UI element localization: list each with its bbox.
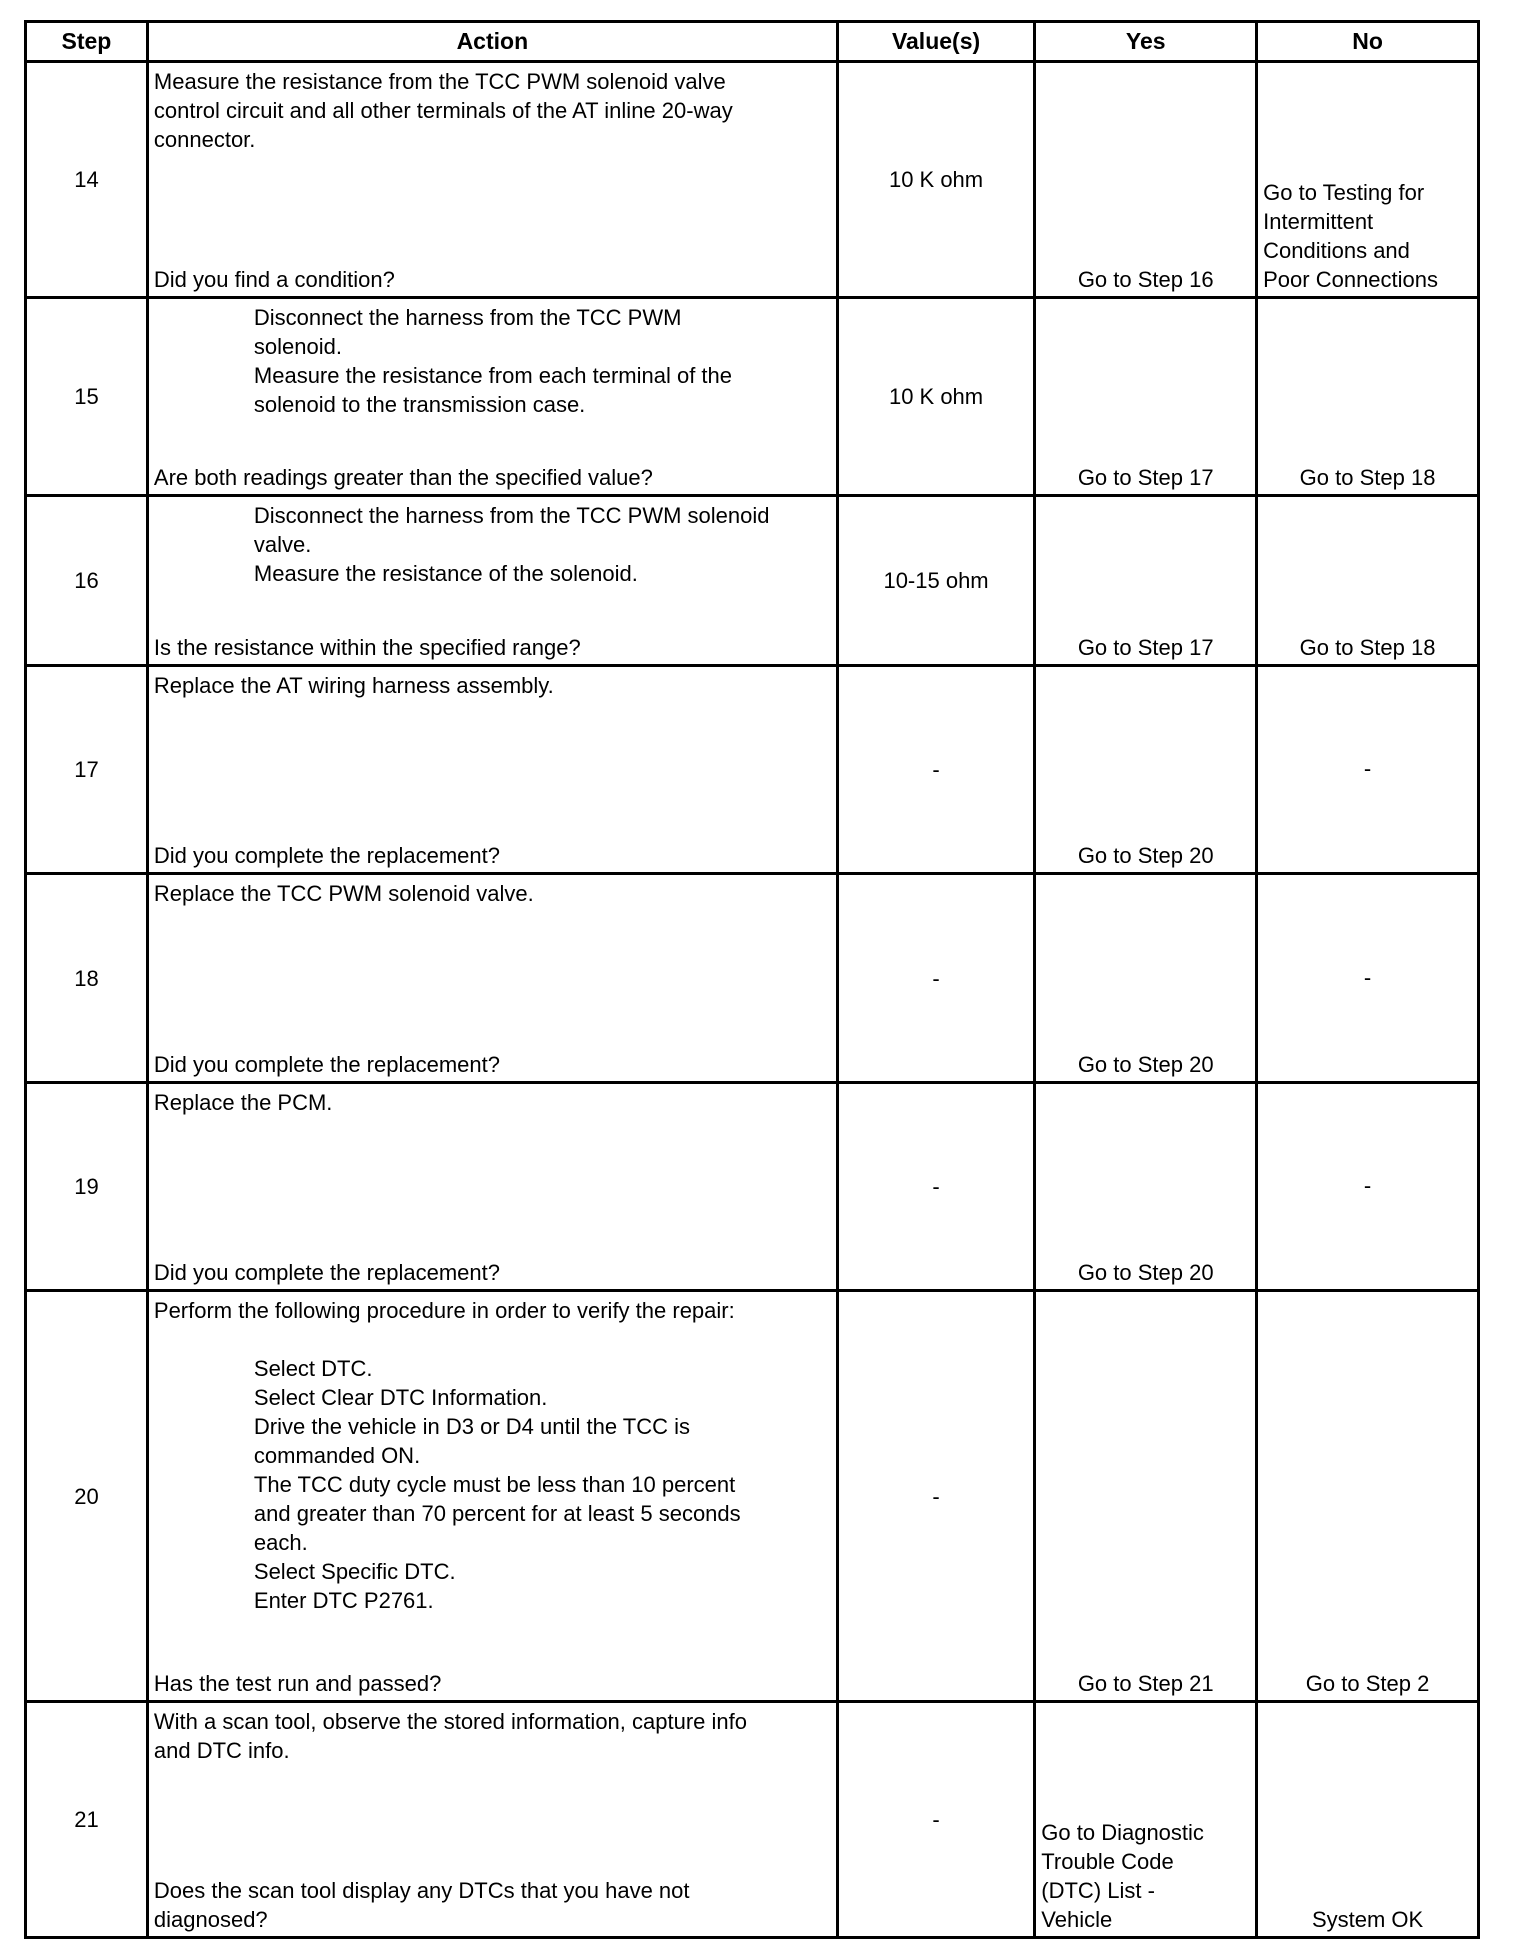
value-cell: 10 K ohm — [837, 298, 1034, 496]
action-line: Replace the TCC PWM solenoid valve. — [153, 881, 534, 906]
action-line: control circuit and all other terminals of the AT inline 20-way — [153, 98, 733, 123]
action-question: Is the resistance within the specified range? — [153, 635, 581, 660]
table-row — [26, 1291, 1479, 1702]
action-cell — [147, 874, 837, 1083]
header-step: Step — [26, 22, 148, 62]
header-values: Value(s) — [837, 22, 1034, 62]
header-action: Action — [147, 22, 837, 62]
action-line: Measure the resistance from the TCC PWM solenoid valve — [153, 69, 726, 94]
action-cell — [147, 1083, 837, 1291]
step-number: 21 — [26, 1702, 148, 1938]
action-line: and DTC info. — [153, 1738, 290, 1763]
diagnostic-document — [24, 20, 1480, 1939]
no-cell: - — [1257, 1083, 1479, 1291]
spacer — [154, 1325, 830, 1354]
action-cell — [147, 298, 837, 496]
step-number: 15 — [26, 298, 148, 496]
yes-line: Trouble Code — [1041, 1849, 1174, 1874]
table-row — [26, 62, 1479, 298]
no-cell: Go to Step 2 — [1257, 1291, 1479, 1702]
action-line: Select Specific DTC. — [253, 1559, 456, 1584]
yes-cell: Go to Step 20 — [1035, 1083, 1257, 1291]
no-line: Go to Testing for — [1263, 180, 1425, 205]
step-number: 20 — [26, 1291, 148, 1702]
yes-line: Vehicle — [1041, 1907, 1113, 1932]
action-line: Disconnect the harness from the TCC PWM — [253, 305, 682, 330]
action-line: Enter DTC P2761. — [253, 1588, 434, 1613]
value-cell: - — [837, 1702, 1034, 1938]
yes-cell — [1035, 1702, 1257, 1938]
no-cell: Go to Step 18 — [1257, 496, 1479, 666]
action-line: Measure the resistance of the solenoid. — [253, 561, 638, 586]
no-cell — [1257, 62, 1479, 298]
yes-line: Go to Diagnostic — [1041, 1820, 1204, 1845]
no-line: Poor Connections — [1263, 267, 1439, 292]
action-intro: Perform the following procedure in order to verify the repair: — [153, 1298, 735, 1323]
action-line: valve. — [253, 532, 312, 557]
action-cell — [147, 62, 837, 298]
action-line: and greater than 70 percent for at least 5 seconds — [253, 1501, 741, 1526]
header-yes: Yes — [1035, 22, 1257, 62]
action-line: The TCC duty cycle must be less than 10 percent — [253, 1472, 736, 1497]
action-line: Replace the AT wiring harness assembly. — [153, 673, 554, 698]
no-cell: - — [1257, 666, 1479, 874]
table-row — [26, 874, 1479, 1083]
value-cell: 10-15 ohm — [837, 496, 1034, 666]
yes-cell: Go to Step 17 — [1035, 496, 1257, 666]
value-cell: - — [837, 666, 1034, 874]
yes-cell: Go to Step 20 — [1035, 874, 1257, 1083]
no-line: Intermittent — [1263, 209, 1374, 234]
step-number: 16 — [26, 496, 148, 666]
action-line: each. — [253, 1530, 308, 1555]
action-question: Has the test run and passed? — [153, 1671, 442, 1696]
yes-cell: Go to Step 20 — [1035, 666, 1257, 874]
action-question: Did you complete the replacement? — [153, 1052, 500, 1077]
diagnostic-table — [24, 20, 1480, 1939]
action-line: Replace the PCM. — [153, 1090, 333, 1115]
action-line: Drive the vehicle in D3 or D4 until the TCC is — [253, 1414, 690, 1439]
yes-cell: Go to Step 16 — [1035, 62, 1257, 298]
action-question: Does the scan tool display any DTCs that you have not — [153, 1878, 690, 1903]
action-line: solenoid. — [253, 334, 342, 359]
action-question: Did you complete the replacement? — [153, 1260, 500, 1285]
action-cell — [147, 1291, 837, 1702]
table-row — [26, 298, 1479, 496]
action-line: Select DTC. — [253, 1356, 373, 1381]
header-row — [26, 22, 1479, 62]
action-line: connector. — [153, 127, 256, 152]
action-cell — [147, 1702, 837, 1938]
table-row — [26, 1702, 1479, 1938]
action-cell — [147, 496, 837, 666]
table-row — [26, 496, 1479, 666]
action-line: solenoid to the transmission case. — [253, 392, 586, 417]
action-question: diagnosed? — [153, 1907, 268, 1932]
no-cell: System OK — [1257, 1702, 1479, 1938]
no-cell: Go to Step 18 — [1257, 298, 1479, 496]
value-cell: - — [837, 1083, 1034, 1291]
value-cell: - — [837, 1291, 1034, 1702]
action-line: With a scan tool, observe the stored information, capture info — [153, 1709, 747, 1734]
header-no: No — [1257, 22, 1479, 62]
step-number: 14 — [26, 62, 148, 298]
action-question: Did you find a condition? — [153, 267, 395, 292]
step-number: 18 — [26, 874, 148, 1083]
yes-cell: Go to Step 21 — [1035, 1291, 1257, 1702]
value-cell: - — [837, 874, 1034, 1083]
no-line: Conditions and — [1263, 238, 1410, 263]
table-row — [26, 1083, 1479, 1291]
action-line: Disconnect the harness from the TCC PWM solenoid — [253, 503, 770, 528]
action-question: Are both readings greater than the specified value? — [153, 465, 653, 490]
action-cell — [147, 666, 837, 874]
action-line: Select Clear DTC Information. — [253, 1385, 548, 1410]
step-number: 19 — [26, 1083, 148, 1291]
no-cell: - — [1257, 874, 1479, 1083]
yes-cell: Go to Step 17 — [1035, 298, 1257, 496]
action-line: Measure the resistance from each terminal of the — [253, 363, 733, 388]
action-question: Did you complete the replacement? — [153, 843, 500, 868]
action-line: commanded ON. — [253, 1443, 421, 1468]
table-row — [26, 666, 1479, 874]
step-number: 17 — [26, 666, 148, 874]
value-cell: 10 K ohm — [837, 62, 1034, 298]
yes-line: (DTC) List - — [1041, 1878, 1155, 1903]
